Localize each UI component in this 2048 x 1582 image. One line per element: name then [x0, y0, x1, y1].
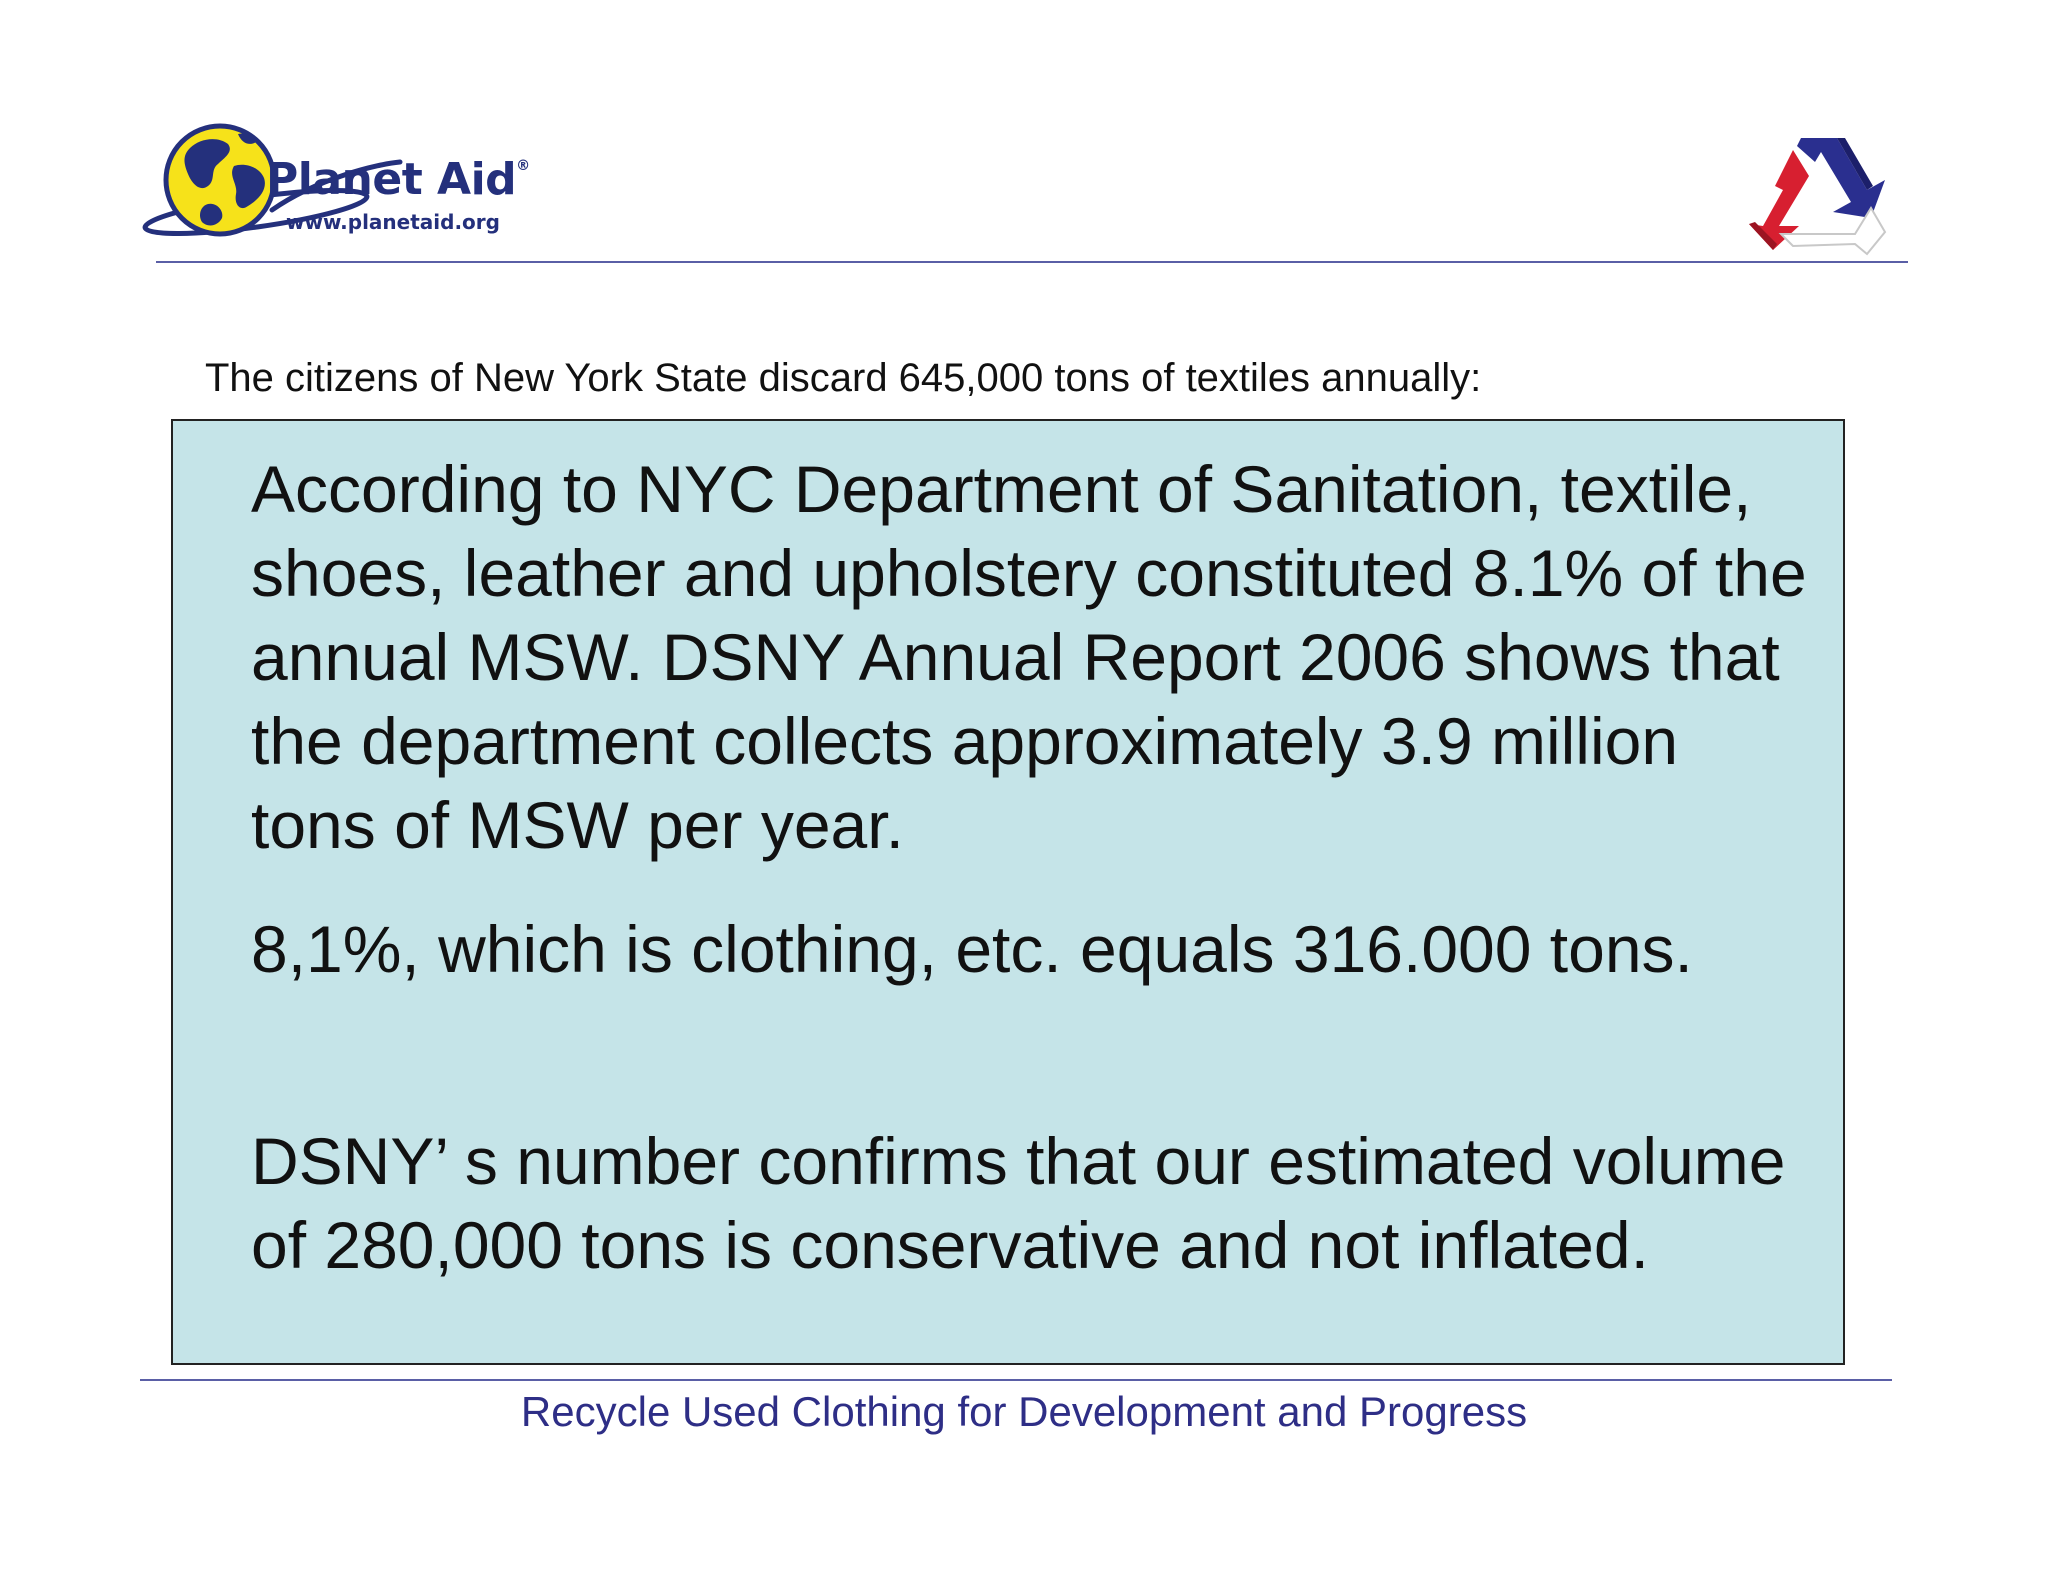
content-box: [171, 419, 1845, 1365]
intro-statement: The citizens of New York State discard 645,000 tons of textiles annually:: [205, 356, 1482, 400]
content-paragraph: DSNY’ s number confirms that our estimated volume of 280,000 tons is conservative and not inflated.: [251, 1124, 1786, 1282]
content-paragraph: 8,1%, which is clothing, etc. equals 316.000 tons.: [251, 912, 1693, 986]
recycle-icon: [1745, 128, 1890, 258]
footer-divider: [140, 1379, 1892, 1381]
footer-slogan: Recycle Used Clothing for Development and Progress: [520, 1388, 1528, 1435]
logo-name: Planet Aid®: [266, 154, 530, 205]
header-divider: [156, 261, 1908, 263]
registered-mark: ®: [516, 158, 530, 174]
content-paragraph: According to NYC Department of Sanitation, textile, shoes, leather and upholstery constituted 8.1% of the annual MSW. DSNY Annual Report 2006 shows that the department collects approximately 3.9 million tons of MSW per year.: [251, 452, 1807, 862]
logo-url: www.planetaid.org: [286, 210, 500, 234]
planet-aid-logo: [138, 118, 530, 248]
